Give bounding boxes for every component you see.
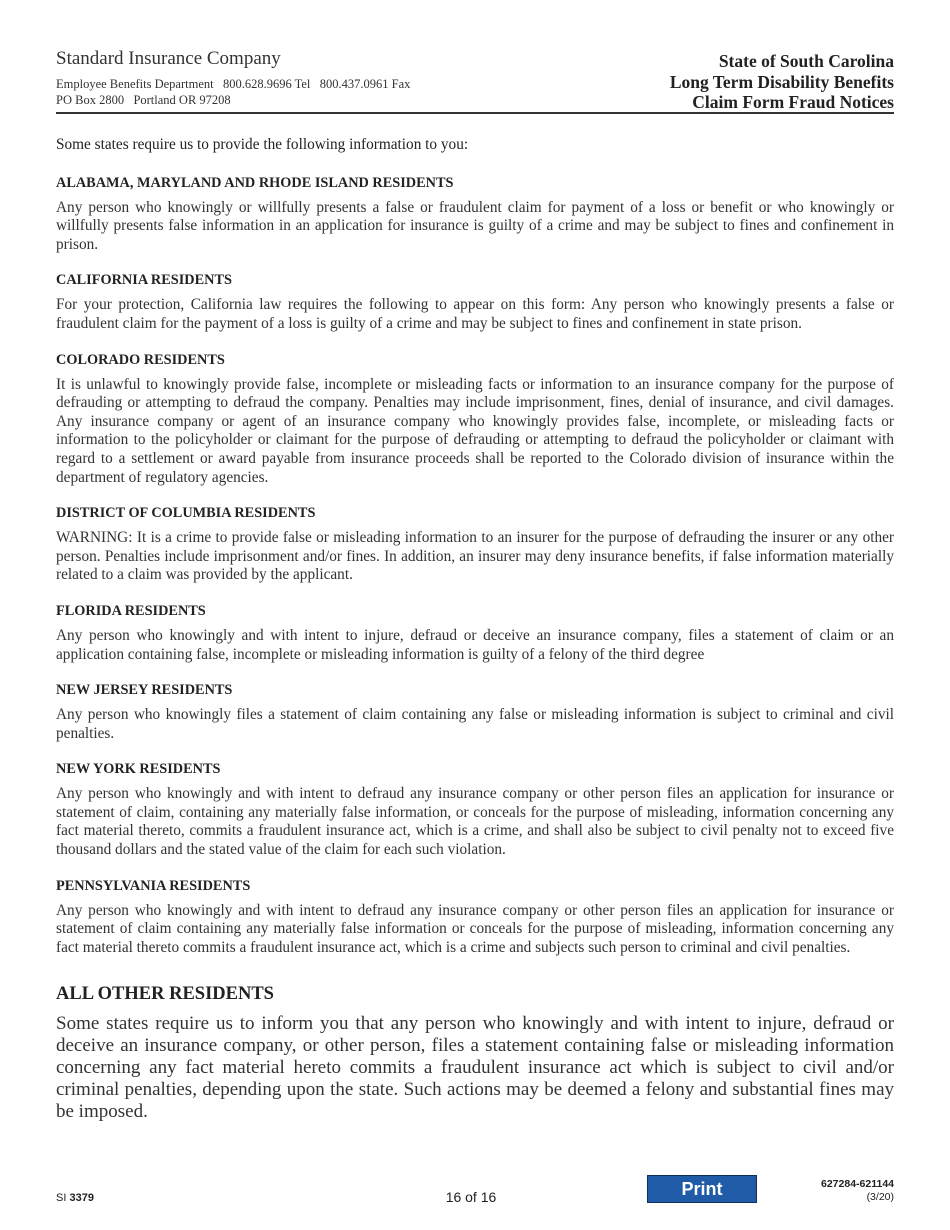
si-prefix: SI — [56, 1192, 67, 1204]
form-title-benefit: Long Term Disability Benefits — [669, 71, 894, 92]
notice-section-text: It is unlawful to knowingly provide false, incomplete or misleading facts or information to an insurance company for the purpose of defrauding or attempting to defraud the company. Penalties may include imprisonment, fines, denial of insurance, and civil damages. Any insurance company or agent of an insurance company who knowingly provides false, incomplete, or misleading facts or information to the policyholder or claimant for the purpose of defrauding or attempting to defraud the policyholder or claimant with regard to a settlement or award payable from insurance proceeds shall be reported to the Colorado division of insurance within the department of regulatory agencies. — [56, 375, 894, 486]
si-form-id — [56, 1192, 94, 1204]
notice-section-new-jersey — [56, 681, 894, 743]
notices-body — [56, 136, 894, 1123]
notice-section-title: COLORADO RESIDENTS — [56, 351, 225, 368]
form-title-notice: Claim Form Fraud Notices — [692, 92, 894, 112]
notice-section-text: Any person who knowingly or willfully presents a false or fraudulent claim for payment of a loss or benefit or who knowingly or willfully presents false information in an application for insurance is guilty of a crime and may be subject to fines and confinement in prison. — [56, 198, 894, 253]
notice-section-text: Any person who knowingly and with intent to defraud any insurance company or other person files an application for insurance or statement of claim containing any materially false information or conceals for the purpose of misleading, information concerning any fact material thereto commits a fraudulent insurance act, which is a crime and subjects such person to criminal and civil penalties. — [56, 901, 894, 956]
all-other-residents-title: ALL OTHER RESIDENTS — [56, 984, 274, 1005]
notice-section-title: NEW YORK RESIDENTS — [56, 761, 221, 778]
notice-section-title: ALABAMA, MARYLAND AND RHODE ISLAND RESIDENTS — [56, 174, 454, 191]
form-title-state: State of South Carolina — [718, 51, 894, 71]
notice-section-colorado — [56, 351, 894, 488]
form-number-block — [821, 1178, 894, 1204]
form-header — [56, 48, 894, 114]
page-indicator: 16 of 16 — [445, 1189, 497, 1205]
intro-text: Some states require us to provide the following information to you: — [56, 136, 469, 153]
si-number: 3379 — [69, 1192, 94, 1204]
form-footer — [56, 1170, 894, 1210]
notice-section-title: CALIFORNIA RESIDENTS — [56, 272, 232, 289]
notice-section-pennsylvania — [56, 877, 894, 958]
company-name: Standard Insurance Company — [56, 48, 281, 69]
notice-section-title: NEW JERSEY RESIDENTS — [56, 682, 233, 699]
notice-section-alabama-maryland-rhode-island — [56, 174, 894, 255]
header-divider — [56, 112, 894, 114]
notice-section-text: WARNING: It is a crime to provide false or misleading information to an insurer for the purpose of defrauding the insurer or any other person. Penalties include imprisonment and/or fines. In addition, an insurer may deny insurance benefits, if false information materially related to a claim was provided by the applicant. — [56, 529, 894, 584]
notice-section-text: Any person who knowingly and with intent to defraud any insurance company or other person files an application for insurance or statement of claim, containing any materially false information, or conceals for the purpose of misleading, information concerning any fact material thereto, commits a fraudulent insurance act, which is a crime, and shall also be subject to civil penalty not to exceed five thousand dollars and the stated value of the claim for each such violation. — [56, 785, 894, 859]
notice-section-text: Any person who knowingly files a statement of claim containing any false or misleading information is subject to criminal and civil penalties. — [56, 706, 894, 742]
all-other-residents-section — [56, 983, 894, 1123]
form-revision-date: (3/20) — [866, 1191, 894, 1203]
form-number: 627284-621144 — [821, 1178, 894, 1190]
all-other-residents-text: Some states require us to inform you that any person who knowingly and with intent to injure, defraud or deceive an insurance company, or other person, files a statement containing false or misleading information concerning any fact material hereto commits a fraudulent insurance act which is subject to civil and/or criminal penalties, depending upon the state. Such actions may be deemed a felony and substantial fines may be imposed. — [56, 1013, 894, 1123]
notice-section-california — [56, 271, 894, 333]
notice-section-title: FLORIDA RESIDENTS — [56, 602, 206, 619]
notice-section-title: PENNSYLVANIA RESIDENTS — [56, 877, 251, 894]
mailing-address-line: PO Box 2800 Portland OR 97208 — [56, 93, 231, 107]
notice-section-text: Any person who knowingly and with intent to injure, defraud or deceive an insurance company, files a statement of claim or an application containing false, incomplete or misleading information is guilty of a felony of the third degree — [56, 626, 894, 663]
notice-section-new-york — [56, 760, 894, 859]
department-contact-line: Employee Benefits Department 800.628.9696 Tel 800.437.0961 Fax — [56, 77, 411, 91]
print-button[interactable]: Print — [647, 1175, 757, 1203]
notice-section-district-of-columbia — [56, 504, 894, 585]
form-title-block — [670, 51, 894, 113]
notice-section-florida — [56, 602, 894, 664]
notice-section-title: DISTRICT OF COLUMBIA RESIDENTS — [56, 505, 316, 522]
notice-section-text: For your protection, California law requires the following to appear on this form: Any person who knowingly presents a false or fraudulent claim for the payment of a loss is guilty of a crime and may be subject to fines and confinement in state prison. — [56, 296, 894, 332]
